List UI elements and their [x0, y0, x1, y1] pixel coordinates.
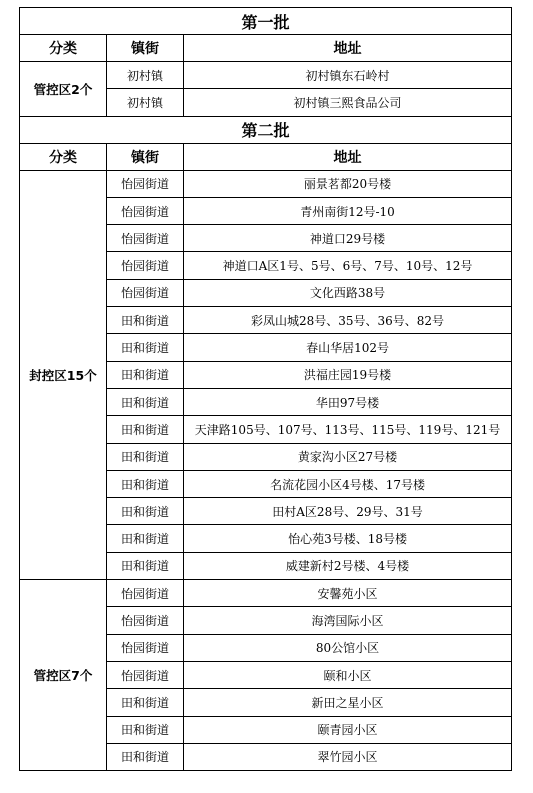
address-cell: 新田之星小区: [184, 689, 512, 716]
address-cell: 华田97号楼: [184, 388, 512, 415]
street-cell: 田和街道: [107, 743, 184, 770]
category-header: 分类: [20, 143, 107, 170]
batch-title-row: [20, 8, 512, 35]
table-row: [20, 62, 512, 89]
address-header: 地址: [184, 143, 512, 170]
street-cell: 田和街道: [107, 498, 184, 525]
street-cell: 怡园街道: [107, 607, 184, 634]
category-cell: 封控区15个: [20, 170, 107, 579]
street-cell: 田和街道: [107, 416, 184, 443]
batch-title-row: [20, 116, 512, 143]
address-cell: 田村A区28号、29号、31号: [184, 498, 512, 525]
address-cell: 威建新村2号楼、4号楼: [184, 552, 512, 579]
address-cell: 彩凤山城28号、35号、36号、82号: [184, 307, 512, 334]
table-row: [20, 580, 512, 607]
address-cell: 颐和小区: [184, 661, 512, 688]
batch-title: 第二批: [20, 116, 512, 143]
address-cell: 春山华居102号: [184, 334, 512, 361]
header-row: [20, 35, 512, 62]
street-cell: 怡园街道: [107, 580, 184, 607]
address-cell: 怡心苑3号楼、18号楼: [184, 525, 512, 552]
street-cell: 怡园街道: [107, 279, 184, 306]
street-cell: 田和街道: [107, 334, 184, 361]
address-cell: 80公馆小区: [184, 634, 512, 661]
street-cell: 怡园街道: [107, 661, 184, 688]
category-cell: 管控区7个: [20, 580, 107, 771]
street-cell: 田和街道: [107, 388, 184, 415]
address-cell: 青州南街12号-10: [184, 197, 512, 224]
street-cell: 初村镇: [107, 62, 184, 89]
category-header: 分类: [20, 35, 107, 62]
table-row: [20, 170, 512, 197]
address-cell: 海湾国际小区: [184, 607, 512, 634]
batch-title: 第一批: [20, 8, 512, 35]
street-cell: 怡园街道: [107, 170, 184, 197]
district-table: [19, 7, 512, 771]
street-header: 镇街: [107, 35, 184, 62]
address-cell: 初村镇东石岭村: [184, 62, 512, 89]
street-cell: 田和街道: [107, 443, 184, 470]
address-cell: 天津路105号、107号、113号、115号、119号、121号: [184, 416, 512, 443]
address-cell: 翠竹园小区: [184, 743, 512, 770]
street-cell: 田和街道: [107, 361, 184, 388]
address-cell: 神道口29号楼: [184, 225, 512, 252]
address-cell: 颐青园小区: [184, 716, 512, 743]
street-cell: 怡园街道: [107, 225, 184, 252]
category-cell: 管控区2个: [20, 62, 107, 117]
address-header: 地址: [184, 35, 512, 62]
address-cell: 洪福庄园19号楼: [184, 361, 512, 388]
header-row: [20, 143, 512, 170]
address-cell: 名流花园小区4号楼、17号楼: [184, 470, 512, 497]
address-cell: 文化西路38号: [184, 279, 512, 306]
address-cell: 丽景茗都20号楼: [184, 170, 512, 197]
street-cell: 田和街道: [107, 470, 184, 497]
street-cell: 怡园街道: [107, 197, 184, 224]
table-body: [20, 8, 512, 771]
street-cell: 田和街道: [107, 307, 184, 334]
street-header: 镇街: [107, 143, 184, 170]
street-cell: 田和街道: [107, 689, 184, 716]
address-cell: 初村镇三熙食品公司: [184, 89, 512, 116]
address-cell: 神道口A区1号、5号、6号、7号、10号、12号: [184, 252, 512, 279]
street-cell: 怡园街道: [107, 634, 184, 661]
address-cell: 安馨苑小区: [184, 580, 512, 607]
street-cell: 田和街道: [107, 716, 184, 743]
street-cell: 田和街道: [107, 525, 184, 552]
address-cell: 黄家沟小区27号楼: [184, 443, 512, 470]
street-cell: 怡园街道: [107, 252, 184, 279]
street-cell: 初村镇: [107, 89, 184, 116]
street-cell: 田和街道: [107, 552, 184, 579]
